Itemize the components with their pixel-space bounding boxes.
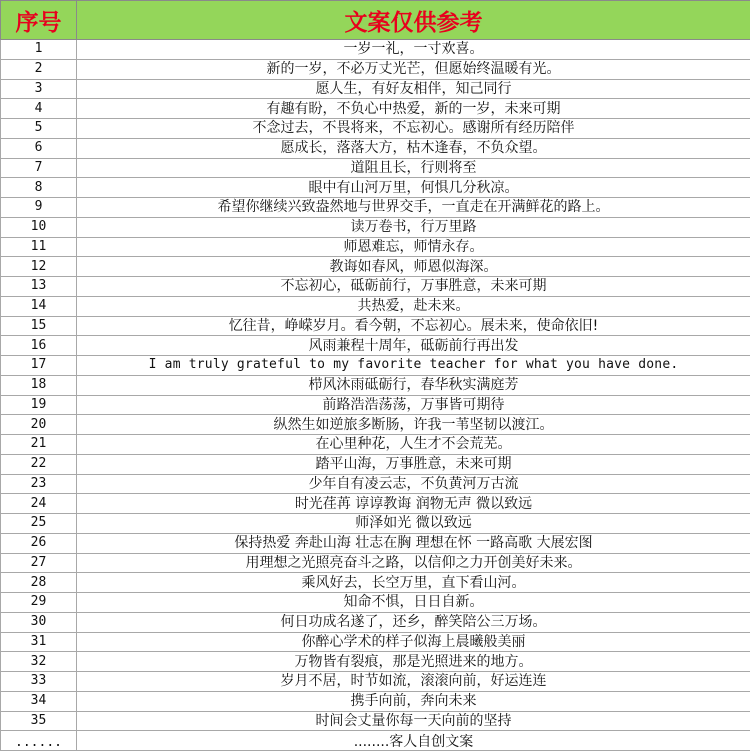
row-text-cell: 知命不惧，日日自新。 — [77, 593, 750, 613]
table-row — [1, 138, 750, 158]
row-index-cell: 34 — [1, 691, 77, 711]
row-index-cell: 14 — [1, 296, 77, 316]
row-text-cell: 忆往昔，峥嵘岁月。看今朝，不忘初心。展未来，使命依旧! — [77, 316, 750, 336]
table-row — [1, 711, 750, 731]
row-index-cell: 10 — [1, 217, 77, 237]
table-row — [1, 553, 750, 573]
row-index-cell: 29 — [1, 593, 77, 613]
row-text-cell: 少年自有凌云志，不负黄河万古流 — [77, 474, 750, 494]
row-index-cell: 19 — [1, 395, 77, 415]
table-row — [1, 198, 750, 218]
row-index-cell: 4 — [1, 99, 77, 119]
row-text-cell: 不念过去，不畏将来，不忘初心。感谢所有经历陪伴 — [77, 119, 750, 139]
row-index-cell: 16 — [1, 336, 77, 356]
table-row — [1, 593, 750, 613]
row-text-cell: 一岁一礼，一寸欢喜。 — [77, 40, 750, 60]
row-text-cell: 踏平山海，万事胜意，未来可期 — [77, 454, 750, 474]
table-row — [1, 59, 750, 79]
row-text-cell: 风雨兼程十周年，砥砺前行再出发 — [77, 336, 750, 356]
row-text-cell: 保持热爱 奔赴山海 壮志在胸 理想在怀 一路高歌 大展宏图 — [77, 533, 750, 553]
table-row — [1, 257, 750, 277]
row-text-cell: 乘风好去，长空万里，直下看山河。 — [77, 573, 750, 593]
row-index-cell: 26 — [1, 533, 77, 553]
table-row — [1, 632, 750, 652]
table-row — [1, 612, 750, 632]
table-row — [1, 415, 750, 435]
row-text-cell: 有趣有盼，不负心中热爱，新的一岁，未来可期 — [77, 99, 750, 119]
row-index-cell: 6 — [1, 138, 77, 158]
row-index-cell: 30 — [1, 612, 77, 632]
row-index-cell: 18 — [1, 375, 77, 395]
row-index-cell: 25 — [1, 514, 77, 534]
table-row — [1, 652, 750, 672]
row-index-cell: 1 — [1, 40, 77, 60]
table-row — [1, 533, 750, 553]
index-column-header: 序号 — [1, 1, 77, 40]
row-index-cell: 21 — [1, 435, 77, 455]
row-index-cell: 15 — [1, 316, 77, 336]
footer-index-cell: ...... — [1, 731, 77, 751]
row-index-cell: 35 — [1, 711, 77, 731]
footer-text-cell: ........客人自创文案 — [77, 731, 750, 751]
row-text-cell: 道阻且长，行则将至 — [77, 158, 750, 178]
row-index-cell: 20 — [1, 415, 77, 435]
row-text-cell: 在心里种花，人生才不会荒芜。 — [77, 435, 750, 455]
row-text-cell: 栉风沐雨砥砺行，春华秋实满庭芳 — [77, 375, 750, 395]
table-row — [1, 691, 750, 711]
row-text-cell: 愿人生，有好友相伴，知己同行 — [77, 79, 750, 99]
row-text-cell: 不忘初心，砥砺前行，万事胜意，未来可期 — [77, 277, 750, 297]
row-index-cell: 27 — [1, 553, 77, 573]
table-row — [1, 474, 750, 494]
row-text-cell: 希望你继续兴致盎然地与世界交手，一直走在开满鲜花的路上。 — [77, 198, 750, 218]
row-text-cell: 岁月不居，时节如流，滚滚向前，好运连连 — [77, 672, 750, 692]
row-index-cell: 2 — [1, 59, 77, 79]
row-text-cell: 前路浩浩荡荡，万事皆可期待 — [77, 395, 750, 415]
row-text-cell: 教诲如春风，师恩似海深。 — [77, 257, 750, 277]
row-text-cell: 何日功成名遂了，还乡，醉笑陪公三万场。 — [77, 612, 750, 632]
table-row — [1, 454, 750, 474]
table-row — [1, 158, 750, 178]
row-text-cell: 时间会丈量你每一天向前的坚持 — [77, 711, 750, 731]
table-row — [1, 336, 750, 356]
row-text-cell: 携手向前，奔向未来 — [77, 691, 750, 711]
row-text-cell: 愿成长，落落大方，枯木逢春，不负众望。 — [77, 138, 750, 158]
text-column-header: 文案仅供参考 — [77, 1, 750, 40]
table-row — [1, 277, 750, 297]
table-row — [1, 217, 750, 237]
table-row — [1, 296, 750, 316]
table-row — [1, 435, 750, 455]
row-text-cell: 眼中有山河万里，何惧几分秋凉。 — [77, 178, 750, 198]
row-index-cell: 28 — [1, 573, 77, 593]
row-text-cell: 你醉心学术的样子似海上晨曦般美丽 — [77, 632, 750, 652]
header-row — [1, 1, 750, 40]
table-row — [1, 375, 750, 395]
row-index-cell: 17 — [1, 356, 77, 376]
row-index-cell: 32 — [1, 652, 77, 672]
row-index-cell: 5 — [1, 119, 77, 139]
row-text-cell: 时光荏苒 谆谆教诲 润物无声 微以致远 — [77, 494, 750, 514]
table-row — [1, 178, 750, 198]
row-index-cell: 33 — [1, 672, 77, 692]
row-text-cell: 新的一岁，不必万丈光芒，但愿始终温暖有光。 — [77, 59, 750, 79]
table-row — [1, 573, 750, 593]
table-row — [1, 316, 750, 336]
table-row — [1, 395, 750, 415]
row-text-cell: I am truly grateful to my favorite teacher for what you have done. — [77, 356, 750, 376]
footer-row — [1, 731, 750, 751]
row-index-cell: 22 — [1, 454, 77, 474]
table-row — [1, 672, 750, 692]
row-text-cell: 万物皆有裂痕，那是光照进来的地方。 — [77, 652, 750, 672]
row-index-cell: 13 — [1, 277, 77, 297]
row-index-cell: 31 — [1, 632, 77, 652]
row-index-cell: 7 — [1, 158, 77, 178]
row-index-cell: 11 — [1, 237, 77, 257]
row-index-cell: 9 — [1, 198, 77, 218]
row-index-cell: 3 — [1, 79, 77, 99]
row-index-cell: 23 — [1, 474, 77, 494]
row-text-cell: 读万卷书，行万里路 — [77, 217, 750, 237]
table-row — [1, 119, 750, 139]
table-row — [1, 99, 750, 119]
row-text-cell: 共热爱，赴未来。 — [77, 296, 750, 316]
row-index-cell: 8 — [1, 178, 77, 198]
table-row — [1, 494, 750, 514]
row-text-cell: 师泽如光 微以致远 — [77, 514, 750, 534]
row-text-cell: 用理想之光照亮奋斗之路，以信仰之力开创美好未来。 — [77, 553, 750, 573]
row-text-cell: 纵然生如逆旅多断肠，许我一苇坚韧以渡江。 — [77, 415, 750, 435]
row-index-cell: 12 — [1, 257, 77, 277]
table-row — [1, 514, 750, 534]
row-index-cell: 24 — [1, 494, 77, 514]
table-row — [1, 356, 750, 376]
table-row — [1, 79, 750, 99]
table-row — [1, 40, 750, 60]
row-text-cell: 师恩难忘，师情永存。 — [77, 237, 750, 257]
table-row — [1, 237, 750, 257]
